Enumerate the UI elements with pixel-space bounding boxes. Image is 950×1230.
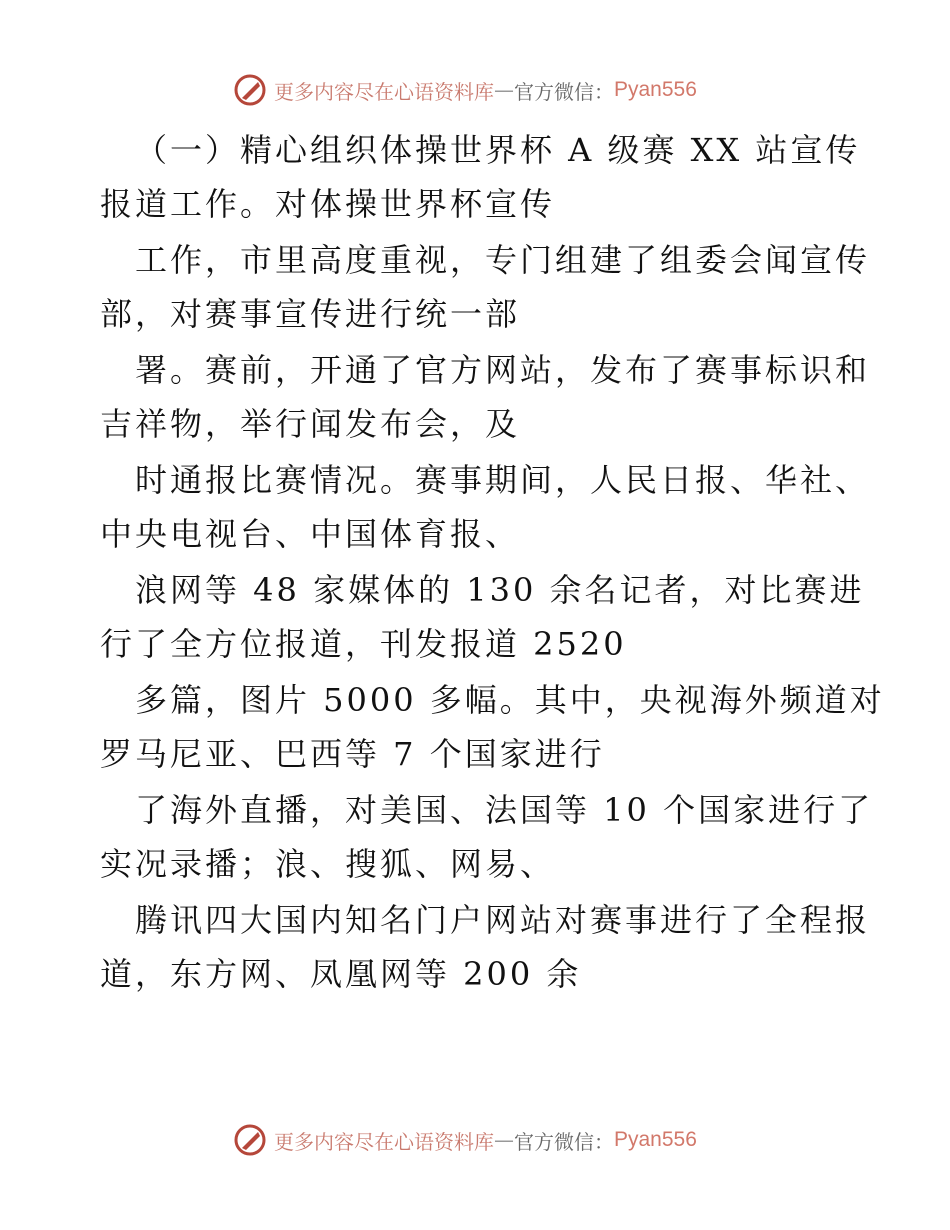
banner-dash: — bbox=[494, 78, 514, 102]
text-line: 罗马尼亚、巴西等 7 个国家进行 bbox=[100, 735, 605, 773]
text-line: 了海外直播，对美国、法国等 10 个国家进行了 bbox=[135, 791, 874, 829]
banner-wechat-id: Pyan556 bbox=[614, 78, 697, 101]
text-line: 报道工作。对体操世界杯宣传 bbox=[100, 185, 556, 223]
banner-wechat-label: 官方微信： bbox=[514, 1129, 614, 1154]
text-line: 吉祥物，举行闻发布会，及 bbox=[100, 405, 521, 443]
banner-main-text: 更多内容尽在心语资料库 bbox=[274, 79, 494, 104]
text-line: 道，东方网、凤凰网等 200 余 bbox=[100, 955, 582, 993]
banner-dash: — bbox=[494, 1128, 514, 1152]
text-line: 部，对赛事宣传进行统一部 bbox=[100, 295, 521, 333]
text-line: 实况录播；浪、搜狐、网易、 bbox=[100, 845, 556, 883]
pen-logo-icon bbox=[232, 72, 268, 108]
banner-wechat-id: Pyan556 bbox=[614, 1128, 697, 1151]
text-line: 时通报比赛情况。赛事期间，人民日报、华社、 bbox=[135, 461, 871, 499]
text-line: 多篇，图片 5000 多幅。其中，央视海外频道对 bbox=[135, 681, 885, 719]
footer-banner bbox=[232, 1120, 697, 1160]
text-line: 署。赛前，开通了官方网站，发布了赛事标识和 bbox=[135, 351, 871, 389]
text-line: 行了全方位报道，刊发报道 2520 bbox=[100, 625, 627, 663]
text-line: （一）精心组织体操世界杯 A 级赛 XX 站宣传 bbox=[135, 131, 861, 169]
text-line: 浪网等 48 家媒体的 130 余名记者，对比赛进 bbox=[135, 571, 865, 609]
banner-main-text: 更多内容尽在心语资料库 bbox=[274, 1129, 494, 1154]
text-line: 中央电视台、中国体育报、 bbox=[100, 515, 521, 553]
pen-logo-icon bbox=[232, 1122, 268, 1158]
header-banner bbox=[232, 70, 697, 110]
banner-wechat-label: 官方微信： bbox=[514, 79, 614, 104]
text-line: 腾讯四大国内知名门户网站对赛事进行了全程报 bbox=[135, 901, 871, 939]
text-line: 工作，市里高度重视，专门组建了组委会闻宣传 bbox=[135, 241, 871, 279]
